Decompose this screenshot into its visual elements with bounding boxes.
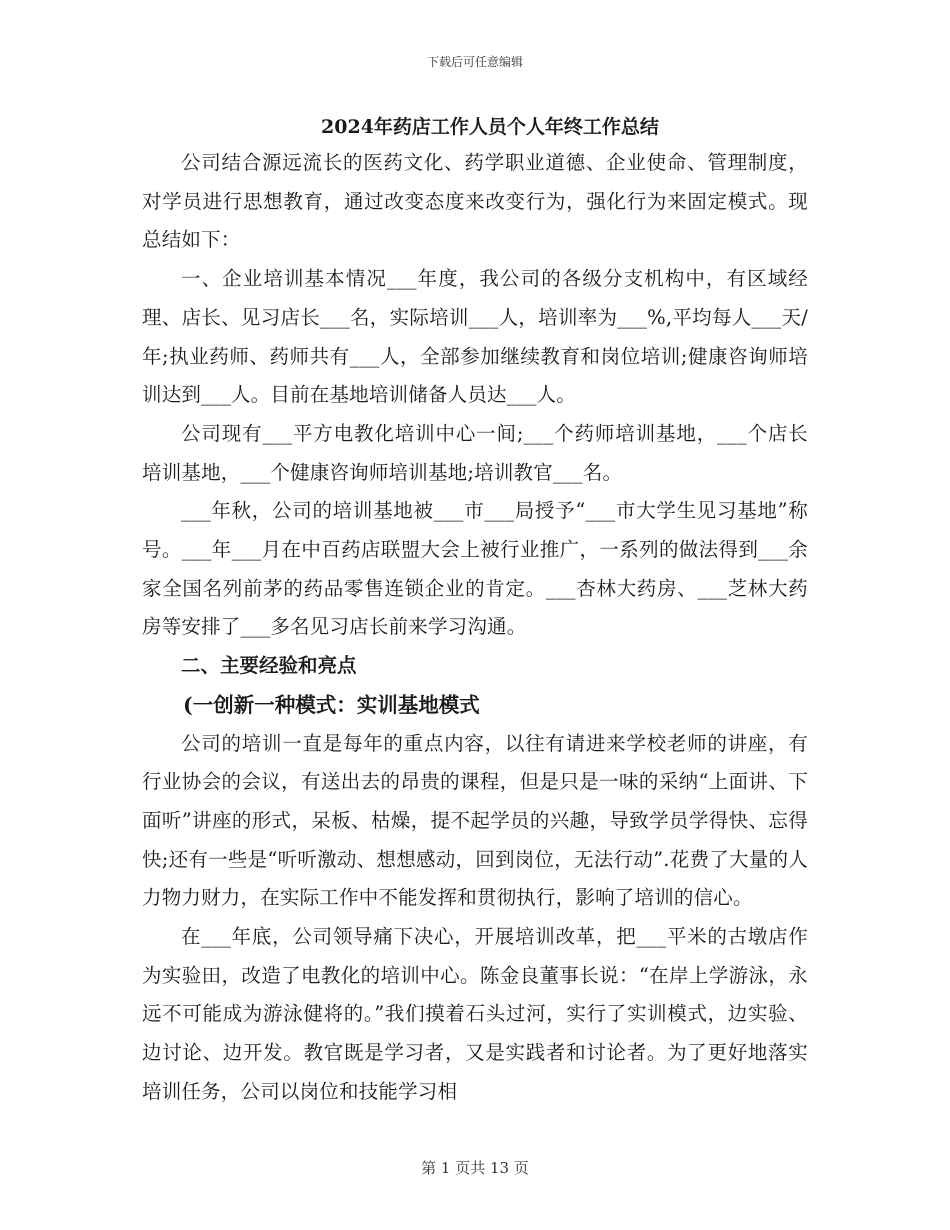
paragraph-intro: 公司结合源远流长的医药文化、药学职业道德、企业使命、管理制度，对学员进行思想教育，通过改变态度来改变行为，强化行为来固定模式。现总结如下：	[142, 151, 808, 252]
page-footer-number: 第 1 页共 13 页	[421, 1159, 529, 1177]
subsection-heading-model: (一创新一种模式：实训基地模式	[183, 692, 480, 717]
paragraph-training-overview: 一、企业培训基本情况___年度，我公司的各级分支机构中，有区域经理、店长、见习店长___名，实际培训___人，培训率为___%,平均每人___天/年;执业药师、药师共有___人，全部参加继续教育和岗位培训;健康咨询师培训达到___人。目前在基地培训储备人员达___人。	[142, 267, 808, 407]
document-body	[142, 110, 808, 1112]
page-header-note: 下载后可任意编辑	[426, 55, 523, 69]
paragraph-training-facilities: 公司现有___平方电教化培训中心一间;___个药师培训基地，___个店长培训基地，___个健康咨询师培训基地;培训教官___名。	[142, 421, 808, 484]
document-title: 2024年药店工作人员个人年终工作总结	[321, 116, 659, 138]
section-heading-experience: 二、主要经验和亮点	[181, 654, 357, 678]
paragraph-reform: 在___年底，公司领导痛下决心，开展培训改革，把___平米的古墩店作为实验田，改造了电教化的培训中心。陈金良董事长说：“在岸上学游泳，永远不可能成为游泳健将的。”我们摸着石头过河，实行了实训模式，边实验、边讨论、边开发。教官既是学习者，又是实践者和讨论者。为了更好地落实培训任务，公司以岗位和技能学习相	[142, 925, 808, 1103]
paragraph-past-training: 公司的培训一直是每年的重点内容，以往有请进来学校老师的讲座，有行业协会的会议，有送出去的昂贵的课程，但是只是一味的采纳“上面讲、下面听”讲座的形式，呆板、枯燥，提不起学员的兴趣，导致学员学得快、忘得快;还有一些是“听听激动、想想感动，回到岗位，无法行动”.花费了大量的人力物力财力，在实际工作中不能发挥和贯彻执行，影响了培训的信心。	[142, 731, 808, 910]
paragraph-recognition: ___年秋，公司的培训基地被___市___局授予“___市大学生见习基地”称号。___年___月在中百药店联盟大会上被行业推广，一系列的做法得到___余家全国名列前茅的药品零售连锁企业的肯定。___杏林大药房、___芝林大药房等安排了___多名见习店长前来学习沟通。	[142, 499, 808, 639]
